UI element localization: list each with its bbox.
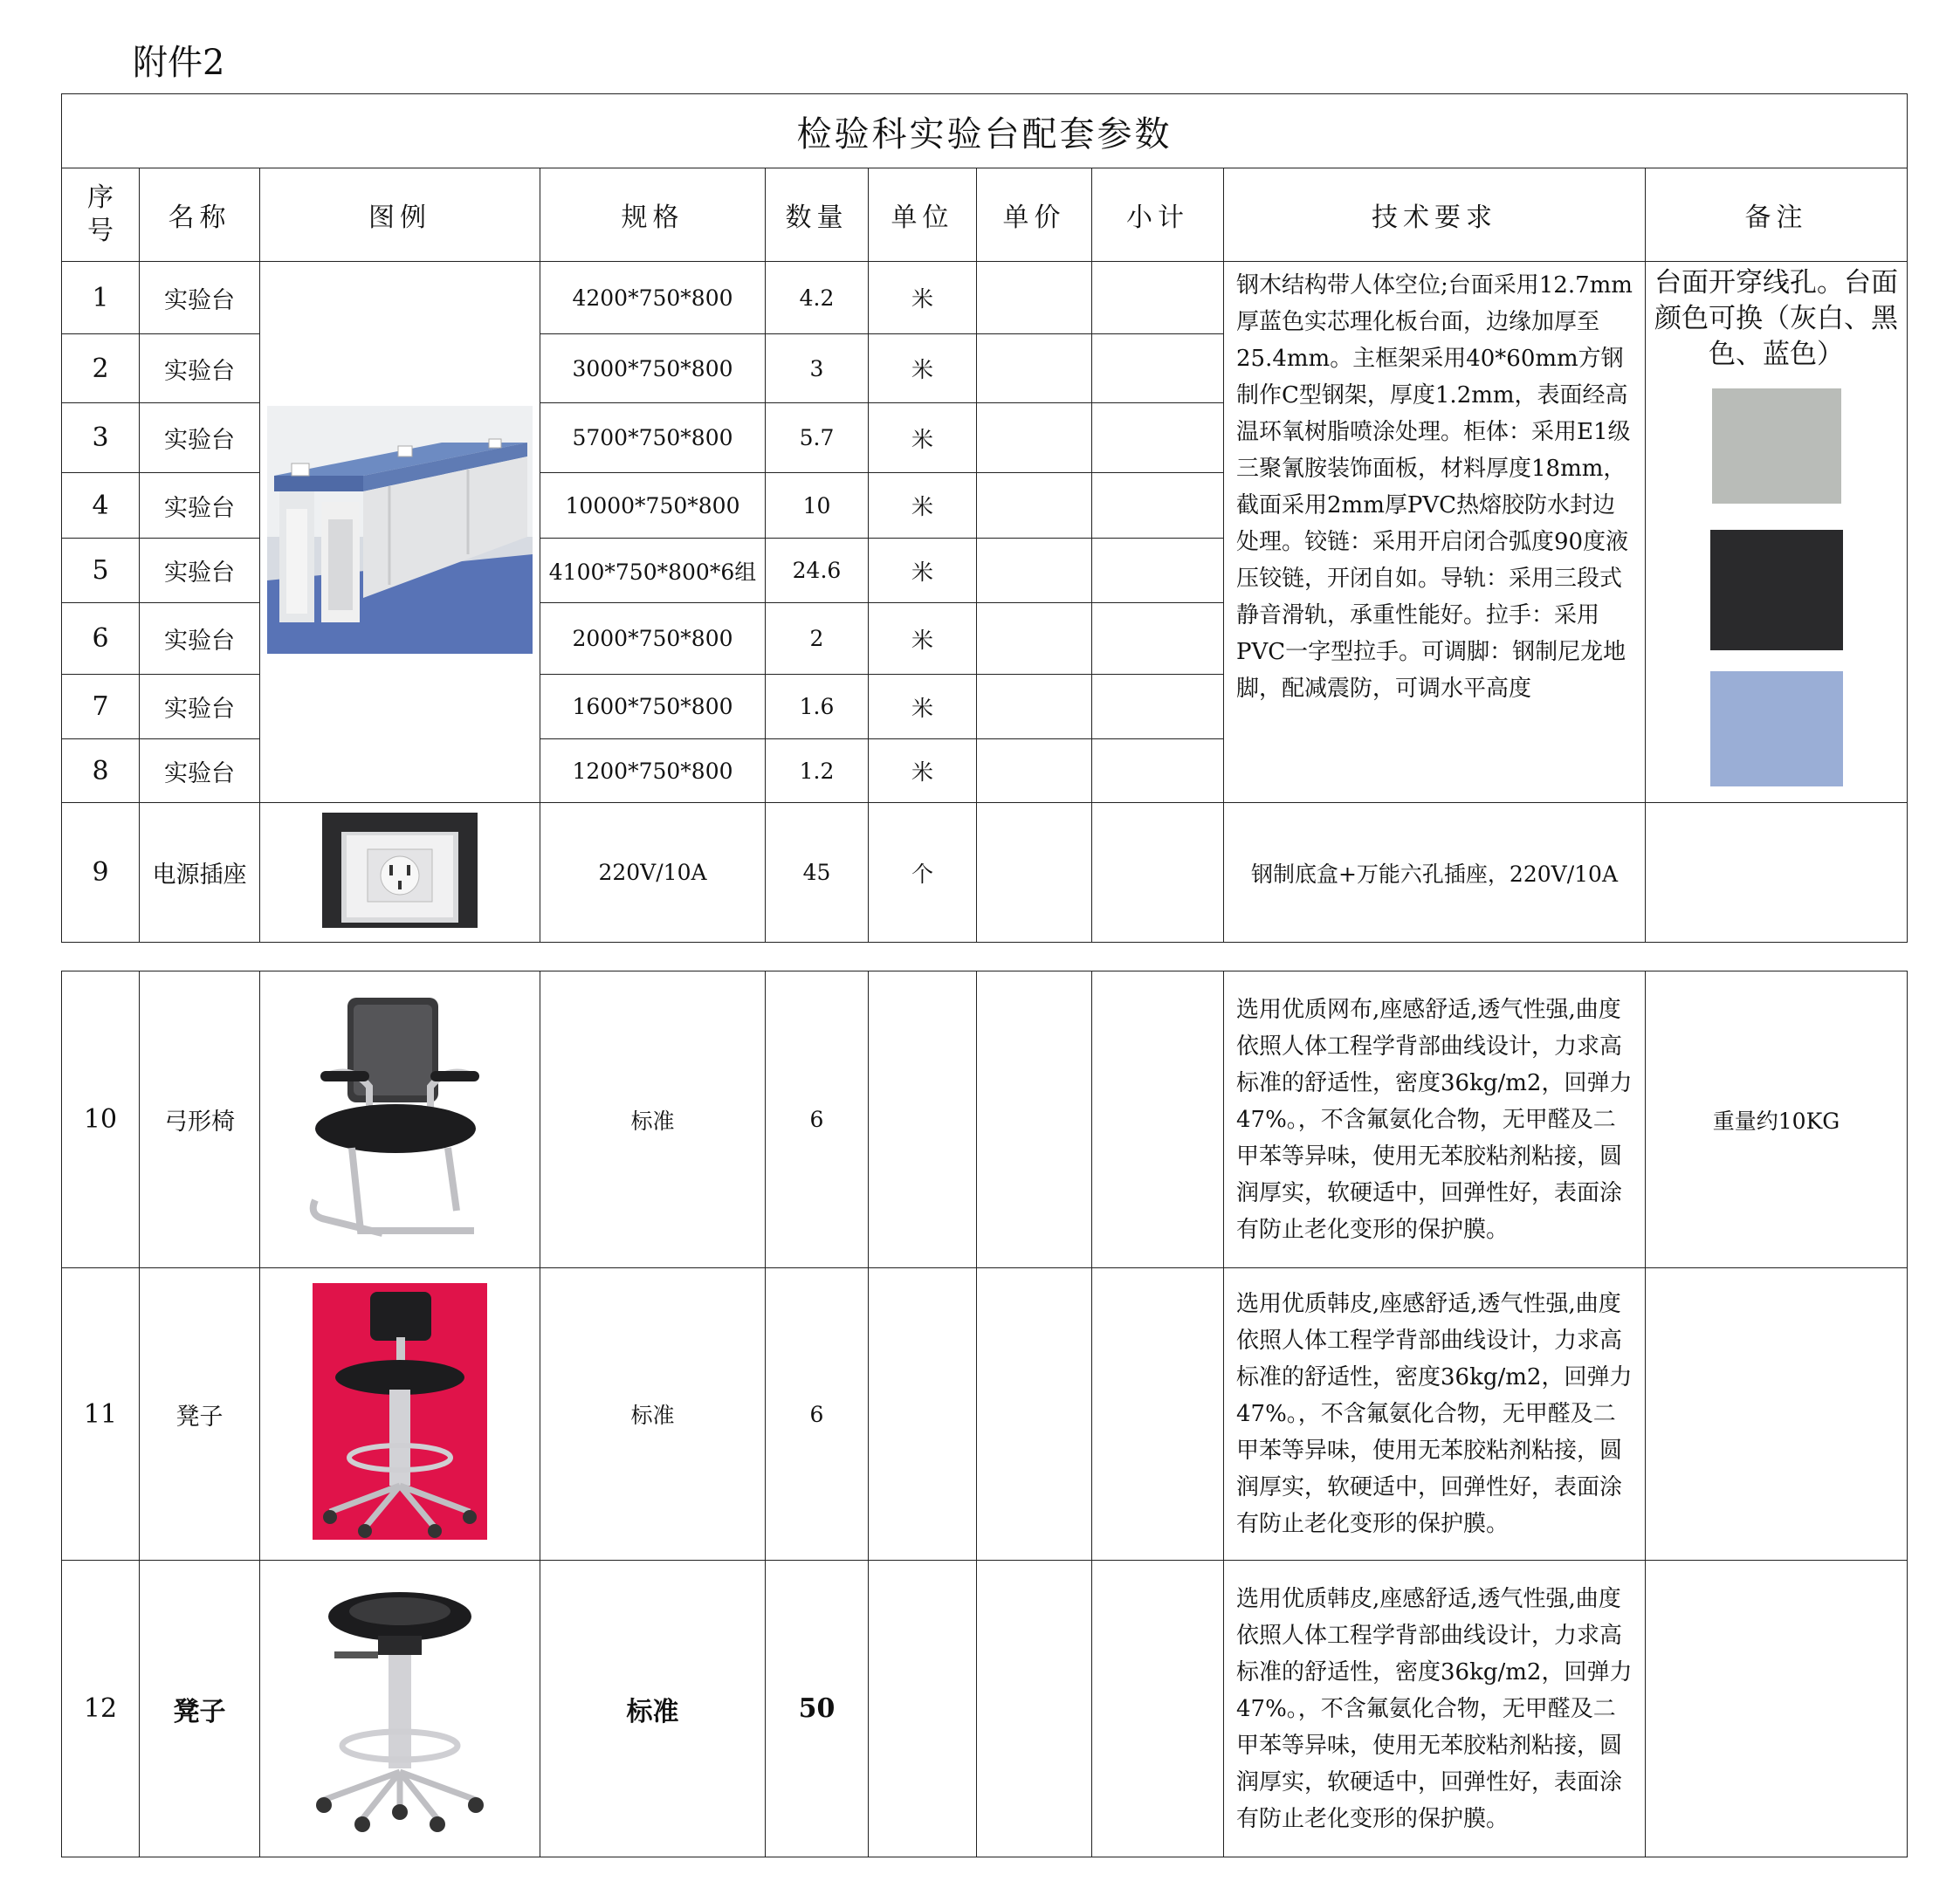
row-qty: 1.2: [766, 739, 869, 803]
header-spec: 规格: [540, 168, 766, 262]
header-remark: 备注: [1646, 168, 1908, 262]
row-subtotal: [1092, 803, 1224, 943]
row-spec: 1200*750*800: [540, 739, 766, 803]
row-subtotal: [1092, 403, 1224, 473]
row-spec: 4100*750*800*6组: [540, 539, 766, 603]
row-index: 7: [62, 675, 140, 739]
header-subtotal: 小计: [1092, 168, 1224, 262]
row-name: 实验台: [140, 334, 260, 403]
row-index: 1: [62, 262, 140, 334]
header-tech: 技术要求: [1224, 168, 1646, 262]
row-price: [977, 603, 1092, 675]
row-index: 2: [62, 334, 140, 403]
row-unit: [869, 1268, 977, 1561]
row-spec: 标准: [540, 1561, 766, 1857]
row-price: [977, 675, 1092, 739]
row-unit: 米: [869, 262, 977, 334]
row-qty: 1.6: [766, 675, 869, 739]
header-name: 名称: [140, 168, 260, 262]
row-spec: 4200*750*800: [540, 262, 766, 334]
row-unit: [869, 971, 977, 1268]
round-stool-remark: [1646, 1561, 1908, 1857]
row-qty: 24.6: [766, 539, 869, 603]
row-spec: 2000*750*800: [540, 603, 766, 675]
header-qty: 数量: [766, 168, 869, 262]
row-index: 6: [62, 603, 140, 675]
round-stool-image-cell: [260, 1561, 540, 1857]
row-qty: 5.7: [766, 403, 869, 473]
row-subtotal: [1092, 971, 1224, 1268]
row-subtotal: [1092, 603, 1224, 675]
row-price: [977, 1268, 1092, 1561]
swatch-black: [1710, 530, 1843, 650]
bench-image: [260, 262, 540, 803]
row-price: [977, 971, 1092, 1268]
row-price: [977, 473, 1092, 539]
row-unit: 米: [869, 334, 977, 403]
row-unit: 米: [869, 403, 977, 473]
row-name: 弓形椅: [140, 971, 260, 1268]
socket-tech: 钢制底盒+万能六孔插座，220V/10A: [1224, 803, 1646, 943]
header-index: 序号: [62, 168, 140, 262]
row-qty: 6: [766, 1268, 869, 1561]
bench-remark-text: 台面开穿线孔。台面颜色可换（灰白、黑色、蓝色）: [1654, 267, 1898, 370]
row-unit: 米: [869, 675, 977, 739]
table-row: [62, 1268, 1908, 1561]
socket-image-cell: [260, 803, 540, 943]
chair-tech: 选用优质网布,座感舒适,透气性强,曲度依照人体工程学背部曲线设计，力求高标准的舒适性，密度36kg/m2，回弹力47%。，不含氟氨化合物，无甲醛及二甲苯等异味，使用无苯胶粘剂粘接，圆润厚实，软硬适中，回弹性好，表面涂有防止老化变形的保护膜。: [1224, 971, 1646, 1268]
row-qty: 6: [766, 971, 869, 1268]
bench-tech-requirements: 钢木结构带人体空位;台面采用12.7mm厚蓝色实芯理化板台面，边缘加厚至25.4mm。主框架采用40*60mm方钢制作C型钢架，厚度1.2mm，表面经高温环氧树脂喷涂处理。柜体：采用E1级三聚氰胺装饰面板，材料厚度18mm，截面采用2mm厚PVC热熔胶防水封边处理。铰链：采用开启闭合弧度90度液压铰链，开闭自如。导轨：采用三段式静音滑轨，承重性能好。拉手：采用PVC一字型拉手。可调脚：钢制尼龙地脚，配减震防，可调水平高度: [1224, 262, 1646, 803]
row-price: [977, 334, 1092, 403]
swatch-blue: [1710, 671, 1843, 786]
row-subtotal: [1092, 1561, 1224, 1857]
parameter-table: [61, 93, 1908, 943]
row-name: 实验台: [140, 739, 260, 803]
row-index: 4: [62, 473, 140, 539]
row-subtotal: [1092, 473, 1224, 539]
chair-image-cell: [260, 971, 540, 1268]
lab-bench-image: [267, 406, 533, 654]
row-subtotal: [1092, 1268, 1224, 1561]
office-chair-image: [299, 982, 500, 1253]
row-qty: 3: [766, 334, 869, 403]
row-name: 实验台: [140, 473, 260, 539]
table-row: [62, 1561, 1908, 1857]
table-row: [62, 971, 1908, 1268]
header-image: 图例: [260, 168, 540, 262]
row-index: 5: [62, 539, 140, 603]
chair-remark: 重量约10KG: [1646, 971, 1908, 1268]
row-subtotal: [1092, 675, 1224, 739]
socket-remark: [1646, 803, 1908, 943]
row-name: 实验台: [140, 603, 260, 675]
row-qty: 50: [766, 1561, 869, 1857]
table-row: [62, 262, 1908, 334]
row-spec: 1600*750*800: [540, 675, 766, 739]
row-unit: 米: [869, 739, 977, 803]
bench-remark: [1646, 262, 1908, 803]
row-spec: 标准: [540, 1268, 766, 1561]
row-subtotal: [1092, 539, 1224, 603]
row-qty: 2: [766, 603, 869, 675]
row-subtotal: [1092, 739, 1224, 803]
row-spec: 220V/10A: [540, 803, 766, 943]
row-index: 8: [62, 739, 140, 803]
row-index: 3: [62, 403, 140, 473]
row-index: 12: [62, 1561, 140, 1857]
row-price: [977, 539, 1092, 603]
row-price: [977, 1561, 1092, 1857]
row-price: [977, 739, 1092, 803]
row-unit: 米: [869, 473, 977, 539]
seating-table: [61, 971, 1908, 1857]
row-name: 实验台: [140, 403, 260, 473]
row-spec: 3000*750*800: [540, 334, 766, 403]
row-unit: 米: [869, 539, 977, 603]
header-unit: 单位: [869, 168, 977, 262]
table-row: [62, 803, 1908, 943]
row-name: 实验台: [140, 675, 260, 739]
row-spec: 标准: [540, 971, 766, 1268]
row-index: 11: [62, 1268, 140, 1561]
swatch-gray: [1712, 388, 1841, 504]
table-title: 检验科实验台配套参数: [62, 94, 1908, 168]
attachment-label: 附件2: [133, 43, 225, 83]
header-row: [62, 168, 1908, 262]
row-price: [977, 403, 1092, 473]
row-spec: 10000*750*800: [540, 473, 766, 539]
row-price: [977, 262, 1092, 334]
row-price: [977, 803, 1092, 943]
row-unit: 个: [869, 803, 977, 943]
row-subtotal: [1092, 334, 1224, 403]
row-name: 凳子: [140, 1268, 260, 1561]
backrest-stool-image: [313, 1283, 487, 1540]
round-stool-tech: 选用优质韩皮,座感舒适,透气性强,曲度依照人体工程学背部曲线设计，力求高标准的舒适性，密度36kg/m2，回弹力47%。，不含氟氨化合物，无甲醛及二甲苯等异味，使用无苯胶粘剂粘接，圆润厚实，软硬适中，回弹性好，表面涂有防止老化变形的保护膜。: [1224, 1561, 1646, 1857]
row-name: 凳子: [140, 1561, 260, 1857]
row-name: 电源插座: [140, 803, 260, 943]
row-spec: 5700*750*800: [540, 403, 766, 473]
round-stool-image: [308, 1571, 492, 1842]
row-unit: 米: [869, 603, 977, 675]
row-subtotal: [1092, 262, 1224, 334]
stool-tech: 选用优质韩皮,座感舒适,透气性强,曲度依照人体工程学背部曲线设计，力求高标准的舒适性，密度36kg/m2，回弹力47%。，不含氟氨化合物，无甲醛及二甲苯等异味，使用无苯胶粘剂粘接，圆润厚实，软硬适中，回弹性好，表面涂有防止老化变形的保护膜。: [1224, 1268, 1646, 1561]
header-price: 单价: [977, 168, 1092, 262]
row-name: 实验台: [140, 539, 260, 603]
power-socket-image: [322, 813, 478, 928]
row-qty: 10: [766, 473, 869, 539]
row-index: 10: [62, 971, 140, 1268]
row-index: 9: [62, 803, 140, 943]
row-qty: 4.2: [766, 262, 869, 334]
row-name: 实验台: [140, 262, 260, 334]
row-qty: 45: [766, 803, 869, 943]
row-unit: [869, 1561, 977, 1857]
stool-remark: [1646, 1268, 1908, 1561]
stool-image-cell: [260, 1268, 540, 1561]
